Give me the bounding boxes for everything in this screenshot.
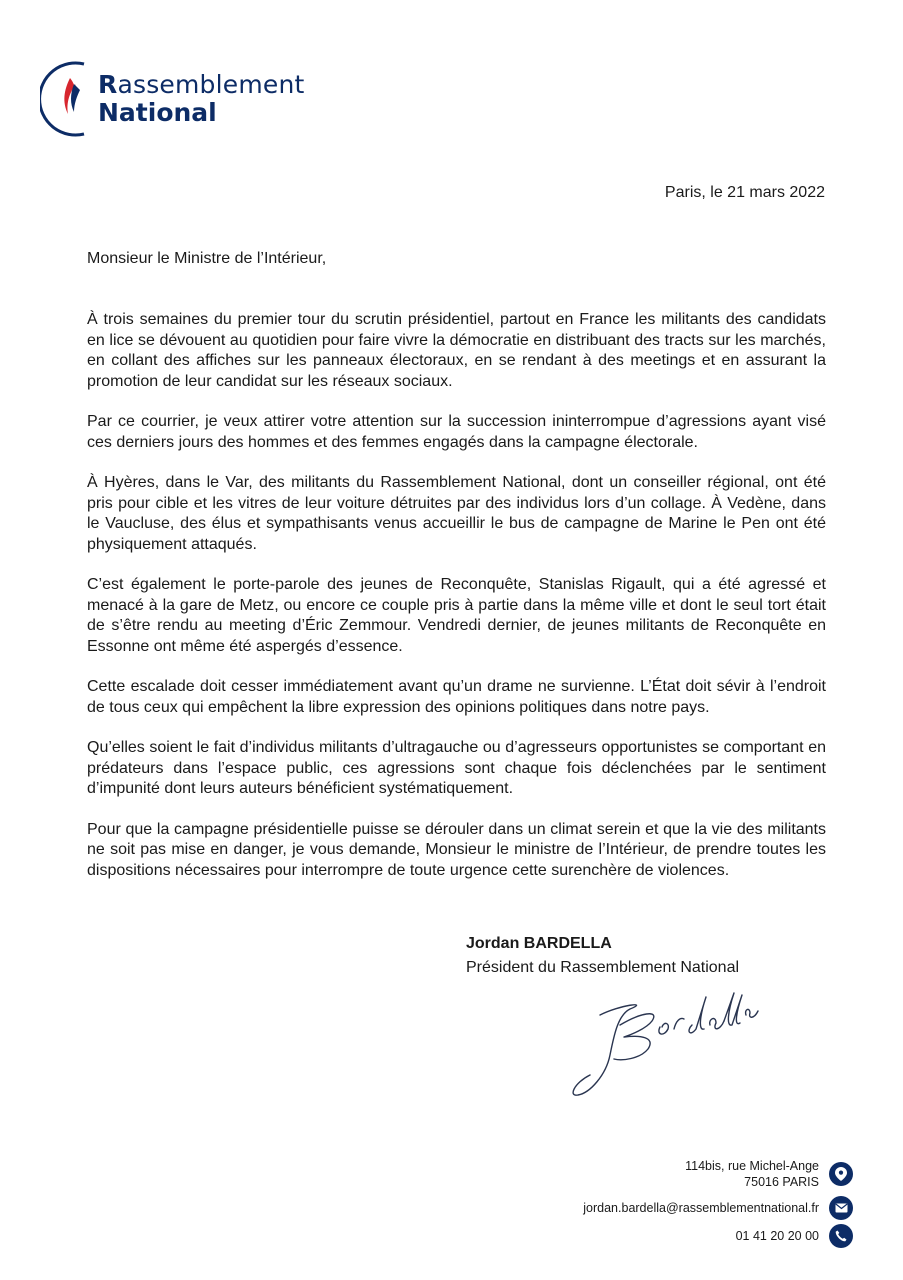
paragraph: À Hyères, dans le Var, des militants du Rassemblement National, dont un conseiller régional, ont été pris pour cible et les vitres de leur voiture détruites par des individus lors d’un collage. À Vedène, dans le Vaucluse, des élus et sympathisants venus accueillir le bus de campagne de Marine le Pen ont été physiquement attaqués. — [87, 474, 826, 553]
signer-block — [466, 932, 739, 980]
paragraph: Par ce courrier, je veux attirer votre attention sur la succession ininterrompue d’agressions ayant visé ces derniers jours des hommes et des femmes engagés dans la campagne électorale. — [87, 413, 826, 451]
logo-wordmark-line1: Rassemblement — [98, 70, 305, 99]
phone-icon — [829, 1224, 853, 1248]
paragraph: C’est également le porte-parole des jeunes de Reconquête, Stanislas Rigault, qui a été agressé et menacé à la gare de Metz, ou encore ce couple pris à partie dans la même ville et dont le seul tort était de s’être rendu au meeting d’Éric Zemmour. Vendredi dernier, de jeunes militants de Reconquête en Essonne ont même été aspergés d’essence. — [87, 576, 826, 655]
paragraph: À trois semaines du premier tour du scrutin présidentiel, partout en France les militants des candidats en lice se dévouent au quotidien pour faire vivre la démocratie en distribuant des tracts sur les marchés, en collant des affiches sur les panneaux électoraux, en se rendant à des meetings et en assurant la promotion de leur candidat sur les réseaux sociaux. — [87, 311, 826, 390]
envelope-icon — [829, 1196, 853, 1220]
salutation: Monsieur le Ministre de l’Intérieur, — [87, 250, 327, 267]
letter-body — [87, 310, 826, 901]
paragraph: Cette escalade doit cesser immédiatement avant qu’un drame ne survienne. L’État doit sévir à l’endroit de tous ceux qui empêchent la libre expression des opinions politiques dans notre pays. — [87, 678, 826, 716]
handwritten-signature — [560, 975, 770, 1105]
address-line1: 114bis, rue Michel-Ange — [685, 1159, 819, 1173]
paragraph: Pour que la campagne présidentielle puisse se dérouler dans un climat serein et que la vie des militants ne soit pas mise en danger, je vous demande, Monsieur le ministre de l’Intérieur, de prendre toutes les dispositions nécessaires pour interrompre de toute urgence cette surenchère de violences. — [87, 820, 826, 879]
email-address[interactable]: jordan.bardella@rassemblementnational.fr — [583, 1201, 819, 1215]
logo-wordmark-line2: National — [98, 98, 217, 127]
address-line2: 75016 PARIS — [744, 1175, 819, 1189]
address — [685, 1158, 819, 1190]
paragraph: Qu’elles soient le fait d’individus militants d’ultragauche ou d’agresseurs opportunistes se comportant en prédateurs dans l’espace public, ces agressions sont chaque fois déclenchées par le sentiment d’impunité dont leurs auteurs bénéficient systématiquement. — [87, 739, 826, 797]
phone-number[interactable]: 01 41 20 20 00 — [735, 1229, 819, 1243]
location-pin-icon — [829, 1162, 853, 1186]
party-logo — [40, 58, 320, 140]
letter-date: Paris, le 21 mars 2022 — [664, 184, 825, 201]
signer-name: Jordan BARDELLA — [466, 935, 612, 952]
logo-flame-ring-icon — [40, 58, 102, 140]
signer-title: Président du Rassemblement National — [466, 959, 740, 976]
